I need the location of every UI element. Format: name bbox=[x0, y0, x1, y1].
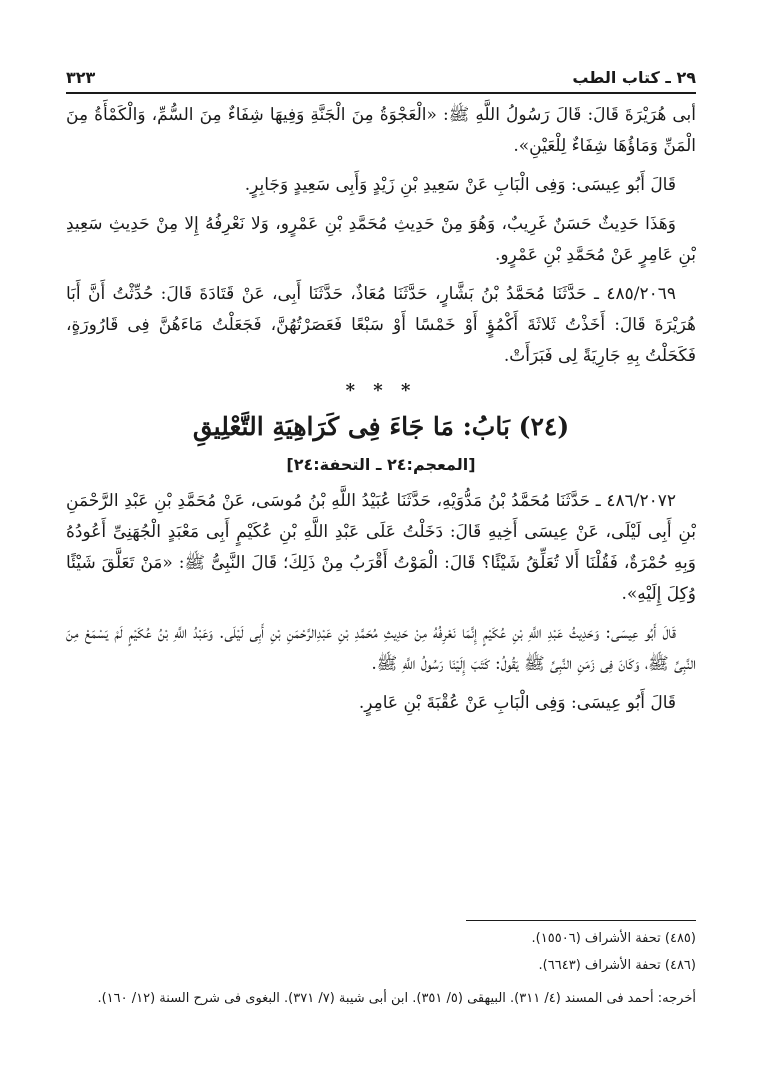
hadith-486: ٤٨٦/٢٠٧٢ ـ حَدَّثَنَا مُحَمَّدُ بْنُ مَدُّوَيْهِ، حَدَّثَنَا عُبَيْدُ اللَّهِ بْنُ مُوسَى، عَنْ مُحَمَّدِ بْنِ عَبْدِ الرَّحْمَنِ بْنِ أَبِى لَيْلَى، عَنْ عِيسَى أَخِيهِ قَالَ: دَخَلْتُ عَلَى عَبْدِ اللَّهِ بْنِ عُكَيْمٍ أَبِى مَعْبَدٍ الْجُهَنِىِّ أَعُودُهُ وَبِهِ حُمْرَةٌ، فَقُلْنَا أَلا تُعَلِّقُ شَيْئًا؟ قَالَ: الْمَوْتُ أَقْرَبُ مِنْ ذَلِكَ؛ قَالَ النَّبِىُّ ﷺ: «مَنْ تَعَلَّقَ شَيْئًا وُكِلَ إِلَيْهِ». bbox=[66, 491, 696, 604]
paragraph-grading: وَهَذَا حَدِيثٌ حَسَنٌ غَرِيبٌ، وَهُوَ مِنْ حَدِيثِ مُحَمَّدِ بْنِ عَمْرٍو، وَلا نَعْرِفُهُ إِلا مِنْ حَدِيثِ سَعِيدِ بْنِ عَامِرٍ عَنْ مُحَمَّدِ بْنِ عَمْرٍو. bbox=[66, 214, 696, 265]
paragraph-abu-isa-comment: قَالَ أَبُو عِيسَى: وَحَدِيثُ عَبْدِ اللَّهِ بْنِ عُكَيْمٍ إِنَّمَا نَعْرِفُهُ مِنْ حَدِيثِ مُحَمَّدِ بْنِ عَبْدِالرَّحْمَنِ بْنِ أَبِى لَيْلَى. وَعَبْدُ اللَّهِ بْنُ عُكَيْمٍ لَمْ يَسْمَعْ مِنَ النَّبِىِّ ﷺ، وَكَانَ فِى زَمَنِ النَّبِىِّ ﷺ يَقُولُ: كَتَبَ إِلَيْنَا رَسُولُ اللَّهِ ﷺ. bbox=[66, 623, 696, 674]
footnote-rule bbox=[466, 920, 696, 921]
hadith-485: ٤٨٥/٢٠٦٩ ـ حَدَّثَنَا مُحَمَّدُ بْنُ بَشَّارٍ، حَدَّثَنَا مُعَاذٌ، حَدَّثَنَا أَبِى، عَنْ قَتَادَةَ قَالَ: حُدِّثْتُ أَنَّ أَبَا هُرَيْرَةَ قَالَ: أَخَذْتُ ثَلاثَةَ أَكْمُؤٍ أَوْ خَمْسًا أَوْ سَبْعًا فَعَصَرْتُهُنَّ، فَجَعَلْتُ مَاءَهُنَّ فِى قَارُورَةٍ، فَكَحَلْتُ بِهِ جَارِيَةً لِى فَبَرَأَتْ. bbox=[66, 284, 696, 366]
paragraph-continuation: أبى هُرَيْرَةَ قَالَ: قَالَ رَسُولُ اللَّهِ ﷺ: «الْعَجْوَةُ مِنَ الْجَنَّةِ وَفِيهَا شِفَاءٌ مِنَ السُّمِّ، وَالْكَمْأَةُ مِنَ الْمَنِّ وَمَاؤُهَا شِفَاءٌ لِلْعَيْنِ». bbox=[66, 105, 696, 156]
footnote-486: (٤٨٦) تحفة الأشراف (٦٦٤٣). bbox=[538, 958, 696, 973]
paragraph-bab-note: قَالَ أَبُو عِيسَى: وَفِى الْبَابِ عَنْ عُقْبَةَ بْنِ عَامِرٍ. bbox=[358, 693, 676, 713]
page-number: ٣٢٣ bbox=[66, 67, 96, 87]
footnotes bbox=[62, 920, 696, 1012]
footnote-485: (٤٨٥) تحفة الأشراف (١٥٥٠٦). bbox=[531, 931, 696, 946]
chapter-heading: (٢٤) بَابُ: مَا جَاءَ فِى كَرَاهِيَةِ التَّعْلِيقِ bbox=[192, 412, 570, 441]
page-header bbox=[66, 62, 696, 94]
section-separator: * * * bbox=[345, 380, 417, 401]
paragraph-abu-isa-note: قَالَ أَبُو عِيسَى: وَفِى الْبَابِ عَنْ سَعِيدِ بْنِ زَيْدٍ وَأَبِى سَعِيدٍ وَجَابِرٍ. bbox=[244, 175, 676, 195]
footnote-takhrij: أخرجه: أحمد فى المسند (٤/ ٣١١). البيهقى (٥/ ٣٥١). ابن أبى شيبة (٧/ ٣٧١). البغوى فى شرح السنة (١٢/ ١٦٠). bbox=[97, 991, 696, 1006]
running-chapter-title: ٢٩ ـ كتاب الطب bbox=[572, 67, 696, 87]
chapter-reference: [المعجم:٢٤ ـ التحفة:٢٤] bbox=[286, 455, 476, 474]
main-text bbox=[66, 100, 696, 727]
